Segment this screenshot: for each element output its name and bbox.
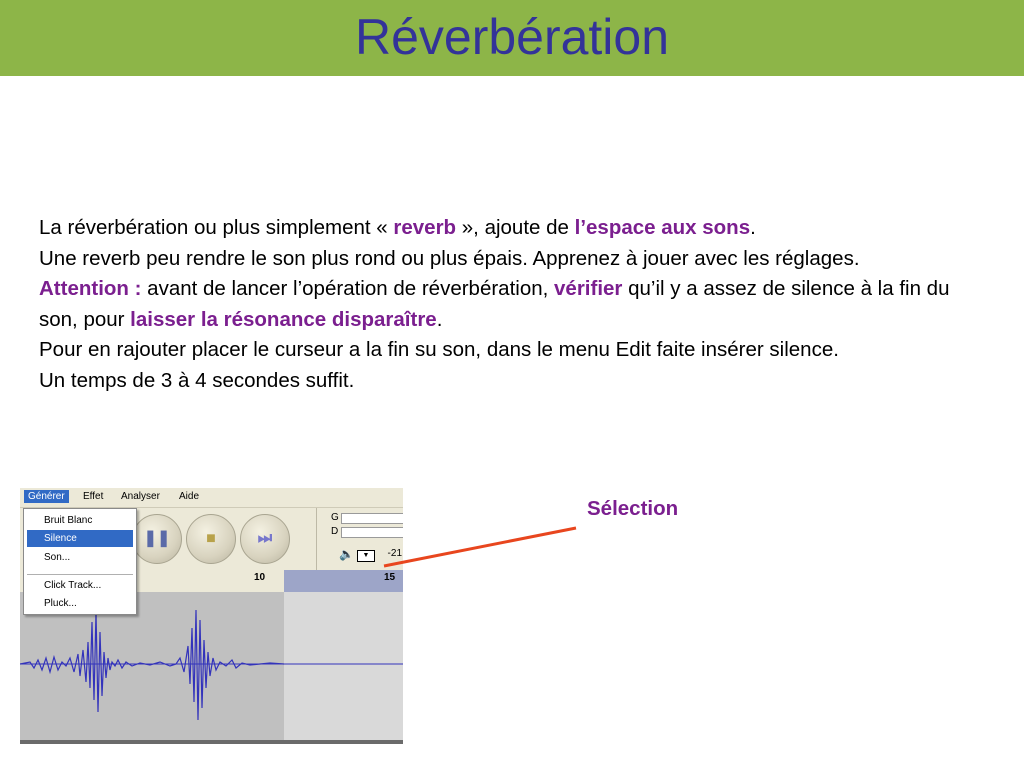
- speaker-icon: 🔈: [339, 547, 354, 561]
- menu-item-bruit-blanc[interactable]: Bruit Blanc: [44, 515, 93, 526]
- menu-aide[interactable]: Aide: [179, 491, 200, 502]
- ruler-label-10: 10: [254, 572, 266, 583]
- menu-item-silence[interactable]: Silence: [27, 530, 133, 547]
- paragraph-3: Pour en rajouter placer le curseur a la fin su son, dans le menu Edit faite insérer silence.: [39, 338, 839, 361]
- menu-item-pluck[interactable]: Pluck...: [44, 598, 77, 609]
- chevron-down-icon[interactable]: ▼: [357, 550, 375, 562]
- text: La réverbération ou plus simplement «: [39, 216, 394, 239]
- menu-effet[interactable]: Effet: [83, 491, 104, 502]
- text: Une reverb peu rendre le son plus rond ou plus épais. Apprenez à jouer avec les réglages.: [39, 246, 860, 270]
- text: .: [436, 307, 443, 331]
- highlight-resonance: laisser la résonance disparaître: [130, 307, 437, 331]
- text: avant de lancer l’opération de réverbération,: [141, 277, 555, 300]
- text: qu’il y a assez de silence à la fin du son, pour: [39, 277, 950, 331]
- highlight-reverb: reverb: [393, 216, 457, 239]
- generer-dropdown: [23, 508, 137, 615]
- menu-item-click-track[interactable]: Click Track...: [44, 580, 102, 591]
- meter-label-g: G: [331, 512, 339, 523]
- highlight-verifier: vérifier: [554, 277, 623, 300]
- menu-generer[interactable]: Générer: [24, 490, 69, 503]
- menu-analyser[interactable]: Analyser: [121, 491, 160, 502]
- slide-title: Réverbération: [354, 9, 670, 65]
- highlight-espace: l’espace aux sons: [574, 216, 751, 239]
- highlight-attention: Attention :: [39, 277, 142, 300]
- meter-value: -21: [387, 548, 402, 559]
- text: .: [750, 216, 756, 239]
- menu-separator: [27, 574, 133, 575]
- skip-end-icon: ⏭: [257, 530, 273, 547]
- paragraph-4: Un temps de 3 à 4 secondes suffit.: [39, 368, 355, 392]
- stop-icon: ■: [206, 530, 216, 547]
- selection-callout: Sélection: [587, 497, 679, 520]
- menu-item-son[interactable]: Son...: [44, 552, 71, 563]
- ruler-label-15: 15: [384, 572, 396, 583]
- pause-icon: ❚❚: [143, 530, 171, 547]
- text: », ajoute de: [456, 216, 575, 239]
- meter-label-d: D: [331, 526, 339, 537]
